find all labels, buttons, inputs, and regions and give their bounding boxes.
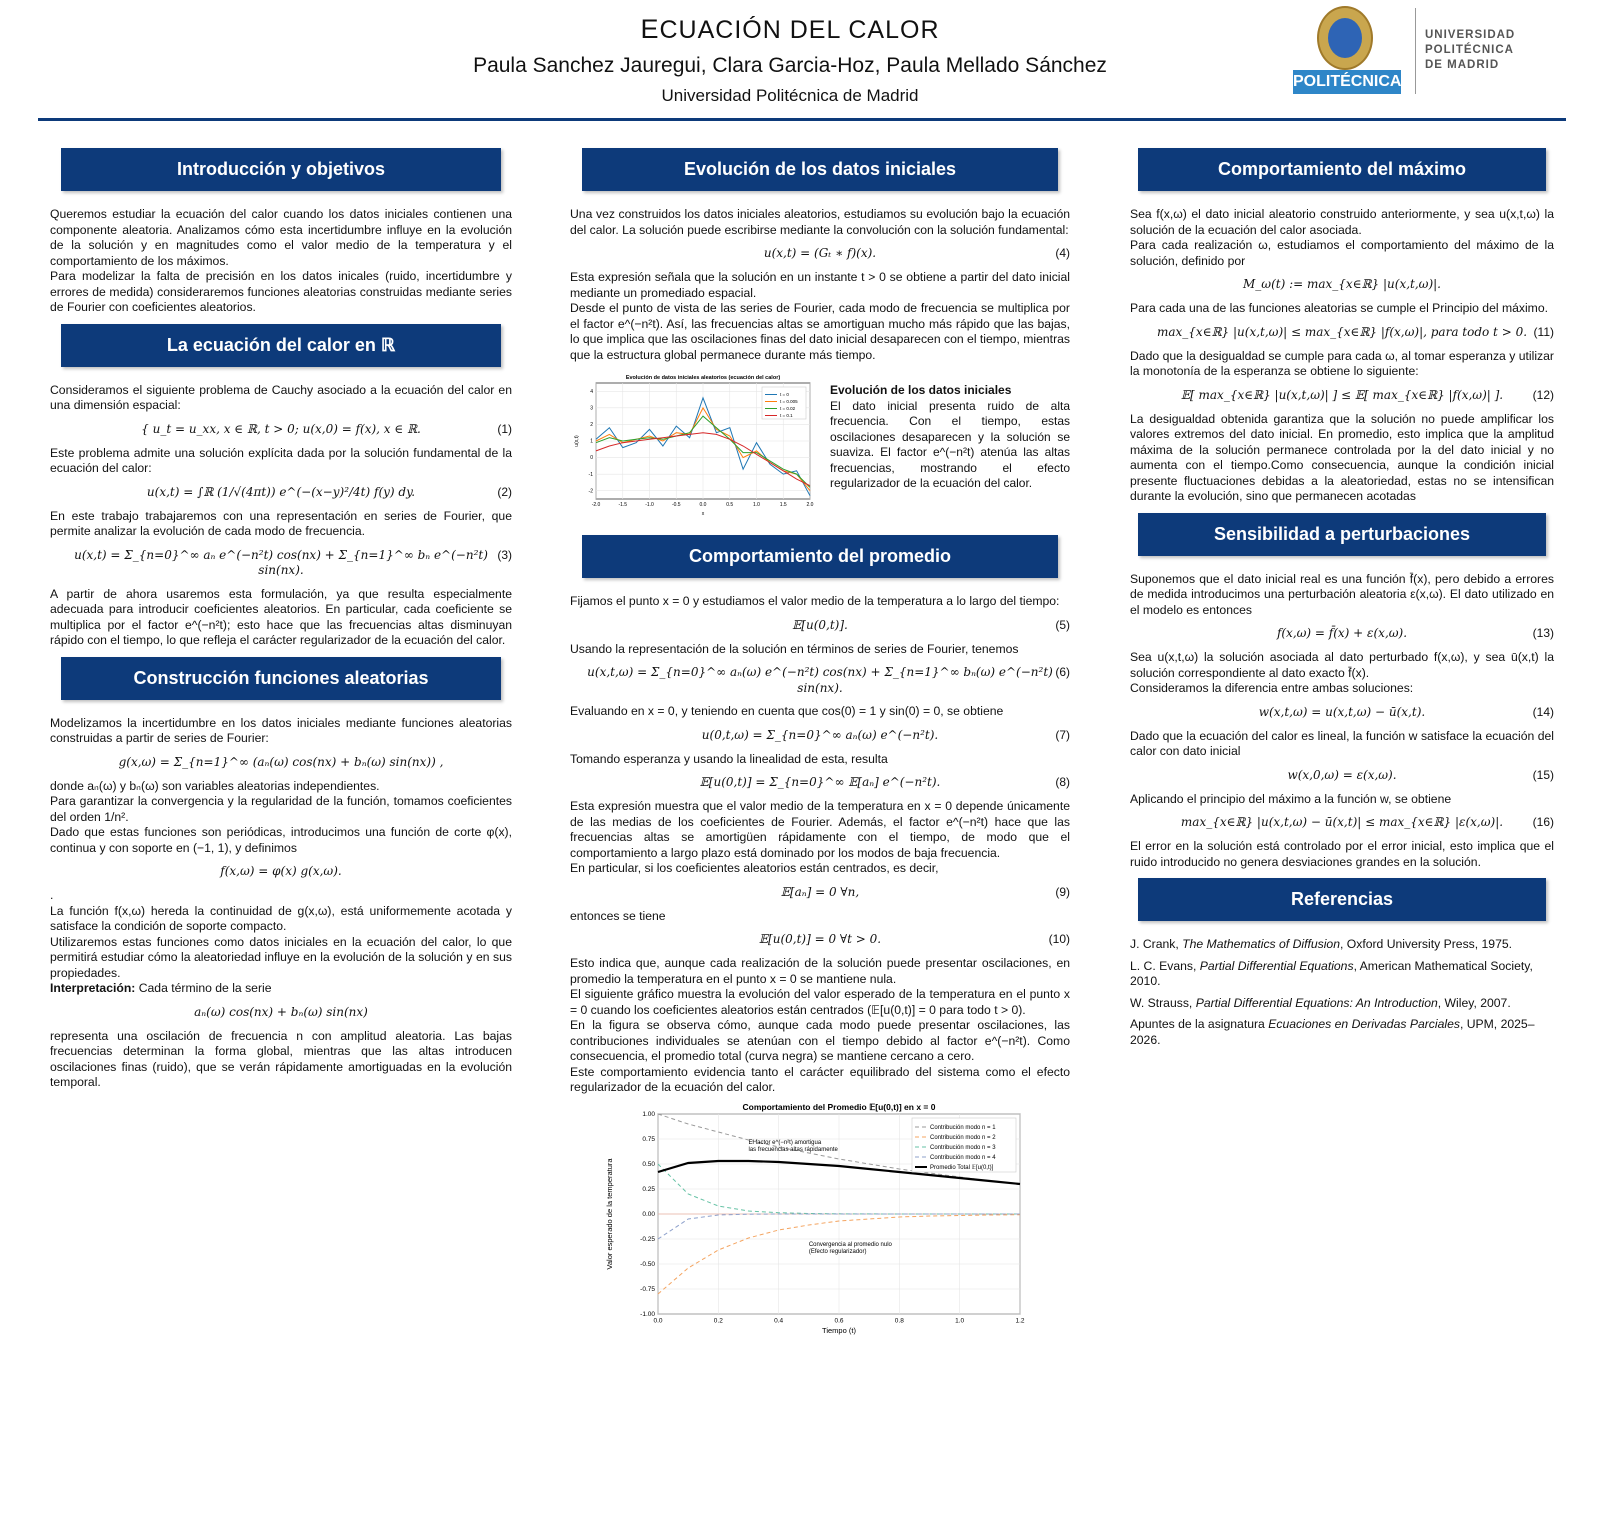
y-tick-label: 0 xyxy=(590,455,593,462)
paragraph: Para garantizar la convergencia y la regularidad de la función, tomamos coeficientes del orden 1/n². xyxy=(50,794,512,824)
paragraph: En la figura se observa cómo, aunque cada modo puede presentar oscilaciones, las contribuciones individuales se atenúan con el tiempo debido al factor e^(−n²t). Como consecuencia, el promedio total (curva negra) se mantiene cercano a cero. xyxy=(570,1018,1070,1063)
caption-text: El dato inicial presenta ruido de alta frecuencia. Con el tiempo, estas oscilaciones desaparecen y la solución se suaviza. El factor e^(−n²t) atenúa las altas frecuencias, mostrando el efecto regularizador de la ecuación del calor. xyxy=(830,398,1070,490)
interpretation-label: Interpretación: xyxy=(50,981,136,995)
paragraph: Consideramos la diferencia entre ambas soluciones: xyxy=(1130,681,1414,695)
reference-item xyxy=(1130,1017,1554,1048)
y-axis-label: u(x,t) xyxy=(574,435,580,447)
x-tick-label: -2.0 xyxy=(591,502,601,508)
x-tick-label: -0.5 xyxy=(671,502,681,508)
equation xyxy=(570,728,1070,744)
evolution-chart xyxy=(570,371,820,521)
reference-item xyxy=(1130,959,1554,990)
equation-number: (1) xyxy=(497,421,512,436)
section-maximum xyxy=(1130,207,1554,505)
equation-number: (16) xyxy=(1532,815,1554,829)
equation xyxy=(1130,626,1554,642)
paragraph: Modelizamos la incertidumbre en los datos iniciales mediante funciones aleatorias construidas a partir de series de Fourier: xyxy=(50,715,512,745)
equation-body: max_{x∈ℝ} |u(x,t,ω)| ≤ max_{x∈ℝ} |f(x,ω)|, para todo t > 0. xyxy=(1156,324,1528,339)
x-tick-label: 0.0 xyxy=(699,502,707,508)
section-header-construct: Construcción funciones aleatorias xyxy=(61,657,501,700)
legend-label: Contribución modo n = 2 xyxy=(930,1134,996,1141)
reference-publisher: , Wiley, 2007. xyxy=(1437,995,1511,1010)
x-tick-label: 0.0 xyxy=(653,1317,663,1324)
legend-label: t = 0.005 xyxy=(780,399,798,404)
equation xyxy=(570,246,1070,262)
section-header-heat: La ecuación del calor en ℝ xyxy=(61,324,501,367)
reference-publisher: , Oxford University Press, 1975. xyxy=(1339,937,1513,951)
y-axis-label: Valor esperado de la temperatura xyxy=(605,1157,614,1270)
equation-body: 𝔼[u(0,t)]. xyxy=(792,617,848,632)
equation xyxy=(570,932,1070,948)
section-header-refs: Referencias xyxy=(1138,878,1546,921)
y-tick-label: -1 xyxy=(588,471,593,478)
equation-body: u(x,t) = Σ_{n=0}^∞ aₙ e^(−n²t) cos(nx) + Σ_{n=1}^∞ bₙ e^(−n²t) sin(nx). xyxy=(74,547,488,577)
y-tick-label: 1.00 xyxy=(642,1110,655,1118)
paragraph: . xyxy=(50,888,54,902)
paragraph: Tomando esperanza y usando la linealidad de esta, resulta xyxy=(570,751,888,766)
paragraph: En este trabajo trabajaremos con una representación en series de Fourier, que permite analizar la evolución de cada modo de frecuencia. xyxy=(50,508,512,538)
paragraph: donde aₙ(ω) y bₙ(ω) son variables aleatorias independientes. xyxy=(50,778,380,793)
y-tick-label: 0.00 xyxy=(642,1210,655,1218)
legend-label: Contribución modo n = 3 xyxy=(930,1144,996,1151)
section-evolution xyxy=(570,207,1070,521)
equation xyxy=(50,422,512,438)
paragraph: La función f(x,ω) hereda la continuidad de g(x,ω), está uniformemente acotada y satisface la condición de soporte compacto. xyxy=(50,903,512,933)
equation xyxy=(1130,815,1554,831)
equation-body: 𝔼[u(0,t)] = Σ_{n=0}^∞ 𝔼[aₙ] e^(−n²t). xyxy=(699,775,941,789)
equation-number: (2) xyxy=(497,484,512,499)
section-header-intro: Introducción y objetivos xyxy=(61,148,501,191)
legend-label: t = 0.1 xyxy=(780,413,793,418)
equation-body: u(x,t,ω) = Σ_{n=0}^∞ aₙ(ω) e^(−n²t) cos(nx) + Σ_{n=1}^∞ bₙ(ω) e^(−n²t) sin(nx). xyxy=(587,665,1053,695)
equation xyxy=(50,548,512,579)
annotation-line: (Efecto regularizador) xyxy=(808,1248,867,1255)
paragraph: Aplicando el principio del máximo a la función w, se obtiene xyxy=(1130,791,1452,806)
logo-text: UNIVERSIDAD POLITÉCNICA DE MADRID xyxy=(1425,29,1516,71)
equation xyxy=(570,618,1070,634)
y-tick-label: -0.50 xyxy=(640,1260,655,1268)
equation xyxy=(570,665,1070,696)
paragraph: Sea f(x,ω) el dato inicial aleatorio construido anteriormente, y sea u(x,t,ω) la solución de la ecuación del calor asociada. xyxy=(1130,207,1554,237)
x-axis-label: x xyxy=(701,511,705,517)
annotation-line: Convergencia al promedio nulo xyxy=(808,1241,892,1248)
y-tick-label: 0.25 xyxy=(642,1185,655,1193)
column-middle xyxy=(570,148,1070,1350)
paragraph: El error en la solución está controlado por el error inicial, esto implica que el ruido introducido no genera desviaciones grandes en la solución. xyxy=(1130,839,1554,869)
paragraph: Usando la representación de la solución en términos de series de Fourier, tenemos xyxy=(570,641,1019,656)
y-tick-label: -2 xyxy=(588,488,593,495)
equation-body: 𝔼[ max_{x∈ℝ} |u(x,t,ω)| ] ≤ 𝔼[ max_{x∈ℝ} |f(x,ω)| ]. xyxy=(1180,387,1504,402)
reference-item xyxy=(1130,937,1554,953)
equation-number: (4) xyxy=(1055,246,1070,260)
paragraph: En particular, si los coeficientes aleatorios están centrados, es decir, xyxy=(570,861,939,875)
paragraph: Este comportamiento evidencia tanto el carácter equilibrado del sistema como el efecto regularizador de la ecuación del calor. xyxy=(570,1064,1070,1094)
logo-badge: POLITÉCNICA xyxy=(1293,70,1401,94)
reference-author: Apuntes de la asignatura xyxy=(1130,1017,1269,1031)
equation: g(x,ω) = Σ_{n=1}^∞ (aₙ(ω) cos(nx) + bₙ(ω) sin(nx)) , xyxy=(118,754,444,769)
reference-title: The Mathematics of Diffusion xyxy=(1182,937,1340,951)
title-initial: E xyxy=(640,14,660,44)
column-left xyxy=(50,148,512,1091)
paragraph: Sea u(x,t,ω) la solución asociada al dato perturbado f(x,ω), y sea ū(x,t) la solución correspondiente al dato exacto f̄(x). xyxy=(1130,650,1554,680)
equation-number: (5) xyxy=(1055,617,1070,632)
paragraph: Esta expresión muestra que el valor medio de la temperatura en x = 0 depende únicamente de las medias de los coeficientes de Fourier. Además, el factor e^(−n²t) hace que las frecuencias altas se amortigüen rápidamente con el tiempo, de modo que el comportamiento a largo plazo está dominado por los modos de baja frecuencia. xyxy=(570,799,1070,860)
logo-divider xyxy=(1415,8,1416,94)
equation-body: 𝔼[aₙ] = 0 ∀n, xyxy=(780,884,860,899)
section-heat xyxy=(50,383,512,649)
y-tick-label: -1.00 xyxy=(640,1310,655,1318)
legend-label: t = 0.02 xyxy=(780,406,796,411)
equation-number: (9) xyxy=(1055,884,1070,899)
paragraph: Utilizaremos estas funciones como datos iniciales en la ecuación del calor, lo que permitirá estudiar cómo la aleatoriedad influye en la evolución de la solución y en sus propiedades. xyxy=(50,934,512,980)
title-rest: CUACIÓN DEL CALOR xyxy=(659,16,940,44)
equation-number: (8) xyxy=(1055,775,1070,789)
equation-body: u(x,t) = (Gₜ ∗ f)(x). xyxy=(763,246,877,260)
x-tick-label: 0.4 xyxy=(774,1317,784,1324)
equation-number: (12) xyxy=(1532,387,1554,402)
equation-number: (6) xyxy=(1055,665,1070,679)
section-construct xyxy=(50,716,512,1091)
equation: aₙ(ω) cos(nx) + bₙ(ω) sin(nx) xyxy=(194,1004,368,1019)
equation-body: w(x,t,ω) = u(x,t,ω) − ū(x,t). xyxy=(1258,704,1426,719)
y-tick-label: 1 xyxy=(590,438,593,445)
reference-title: Partial Differential Equations: An Introduction xyxy=(1195,995,1438,1010)
upm-logo xyxy=(1293,6,1516,96)
equation-body: u(0,t,ω) = Σ_{n=0}^∞ aₙ(ω) e^(−n²t). xyxy=(701,727,939,742)
annotation-line: El factor e^(−n²t) amortigua xyxy=(748,1139,822,1146)
equation: f(x,ω) = φ(x) g(x,ω). xyxy=(220,864,342,878)
y-tick-label: -0.25 xyxy=(640,1235,655,1243)
x-tick-label: 2.0 xyxy=(806,502,814,508)
header-rule xyxy=(38,118,1566,121)
paragraph: Para cada realización ω, estudiamos el comportamiento del máximo de la solución, definido por xyxy=(1130,238,1554,268)
section-header-sensitivity: Sensibilidad a perturbaciones xyxy=(1138,513,1546,556)
equation-body: u(x,t) = ∫ℝ (1/√(4πt)) e^(−(x−y)²/4t) f(y) dy. xyxy=(146,484,416,499)
figure-caption xyxy=(830,383,1070,521)
paragraph: Suponemos que el dato inicial real es una función f̄(x), pero debido a errores de medida introducimos una perturbación aleatoria ε(x,ω). El dato utilizado en el modelo es entonces xyxy=(1130,571,1554,617)
paragraph: Dado que la ecuación del calor es lineal, la función w satisface la ecuación del calor con dato inicial xyxy=(1130,728,1554,758)
column-right xyxy=(1130,148,1554,1054)
reference-title: Ecuaciones en Derivadas Parciales xyxy=(1268,1017,1460,1031)
section-average xyxy=(570,594,1070,1350)
paragraph: representa una oscilación de frecuencia n con amplitud aleatoria. Las bajas frecuencias determinan la forma global, mientras que las altas introducen oscilaciones finas (ruido), que se verán rápidamente amortiguadas en la evolución temporal. xyxy=(50,1028,512,1089)
y-tick-label: 2 xyxy=(590,422,593,429)
y-tick-label: 0.75 xyxy=(642,1135,655,1143)
x-tick-label: 1.2 xyxy=(1015,1317,1025,1324)
paragraph xyxy=(50,981,512,997)
paragraph: Esto indica que, aunque cada realización de la solución puede presentar oscilaciones, en promedio la temperatura en el punto x = 0 se mantiene nula. xyxy=(570,956,1070,986)
paragraph: Fijamos el punto x = 0 y estudiamos el valor medio de la temperatura a lo largo del tiempo: xyxy=(570,594,1060,608)
figure-row xyxy=(570,371,1070,521)
equation-number: (10) xyxy=(1048,932,1070,946)
x-tick-label: -1.5 xyxy=(618,502,628,508)
paragraph: Evaluando en x = 0, y teniendo en cuenta que cos(0) = 1 y sin(0) = 0, se obtiene xyxy=(570,704,1004,718)
equation xyxy=(1130,325,1554,341)
section-header-average: Comportamiento del promedio xyxy=(582,535,1058,578)
x-tick-label: 0.6 xyxy=(834,1317,844,1324)
equation xyxy=(1130,388,1554,404)
x-tick-label: 1.0 xyxy=(753,502,760,508)
equation-body: w(x,0,ω) = ε(x,ω). xyxy=(1287,767,1397,782)
x-tick-label: 0.8 xyxy=(894,1317,904,1324)
paragraph: Una vez construidos los datos iniciales aleatorios, estudiamos su evolución bajo la ecuación del calor. La solución puede escribirse mediante la convolución con la solución fundamental: xyxy=(570,207,1070,237)
equation xyxy=(570,775,1070,791)
caption-title: Evolución de los datos iniciales xyxy=(830,383,1012,397)
paragraph: Para cada una de las funciones aleatorias se cumple el Principio del máximo. xyxy=(1130,301,1548,315)
paragraph: Para modelizar la falta de precisión en los datos inicales (ruido, incertidumbre y errores de medida) consideraremos funciones aleatorias construidas mediante series de Fourier con coeficientes aleatorios. xyxy=(50,269,512,314)
equation xyxy=(50,485,512,501)
reference-item xyxy=(1130,996,1554,1012)
poster-title xyxy=(470,14,1110,45)
references-list xyxy=(1130,937,1554,1048)
section-sensitivity xyxy=(1130,572,1554,871)
authors: Paula Sanchez Jauregui, Clara Garcia-Hoz, Paula Mellado Sánchez xyxy=(473,54,1107,77)
legend-label: Promedio Total 𝔼[u(0,t)] xyxy=(930,1164,994,1171)
x-tick-label: 1.0 xyxy=(955,1317,965,1324)
seal-icon xyxy=(1317,6,1373,70)
paragraph: Consideramos el siguiente problema de Cauchy asociado a la ecuación del calor en una dimensión espacial: xyxy=(50,382,512,412)
equation: M_ω(t) := max_{x∈ℝ} |u(x,t,ω)|. xyxy=(1243,277,1441,291)
x-tick-label: 1.5 xyxy=(779,502,787,508)
paragraph: Dado que estas funciones son periódicas, introducimos una función de corte φ(x), continua y con soporte en (−1, 1), y definimos xyxy=(50,825,512,855)
equation-body: f(x,ω) = f̄(x) + ε(x,ω). xyxy=(1276,626,1408,640)
legend-label: Contribución modo n = 1 xyxy=(930,1124,996,1131)
chart-title: Comportamiento del Promedio 𝔼[u(0,t)] en x = 0 xyxy=(742,1101,936,1112)
reference-author: W. Strauss, xyxy=(1130,995,1196,1010)
reference-author: J. Crank, xyxy=(1130,937,1183,951)
x-tick-label: 0.5 xyxy=(726,502,734,508)
y-tick-label: 0.50 xyxy=(642,1160,655,1168)
paragraph: entonces se tiene xyxy=(570,908,666,923)
x-tick-label: -1.0 xyxy=(645,502,654,508)
paragraph: Este problema admite una solución explícita dada por la solución fundamental de la ecuación del calor: xyxy=(50,445,512,475)
paragraph: Desde el punto de vista de las series de Fourier, cada modo de frecuencia se multiplica por el factor e^(−n²t). Así, las frecuencias altas se amortiguan mucho más rápido que las bajas, lo que implica que las oscilaciones finas del dato inicial desaparecen con el tiempo, mientras que la estructura global permanece durante más tiempo. xyxy=(570,301,1070,362)
equation-number: (3) xyxy=(497,547,512,562)
paragraph: Dado que la desigualdad se cumple para cada ω, al tomar esperanza y utilizar la monotonía de la esperanza se obtiene lo siguiente: xyxy=(1130,348,1554,378)
interpretation-text: Cada término de la serie xyxy=(138,981,272,995)
equation-body: { u_t = u_xx, x ∈ ℝ, t > 0; u(x,0) = f(x), x ∈ ℝ. xyxy=(141,421,421,436)
chart-title: Evolución de datos iniciales aleatorios (ecuación del calor) xyxy=(625,375,781,381)
y-tick-label: -0.75 xyxy=(640,1285,655,1293)
paragraph: Queremos estudiar la ecuación del calor cuando los datos iniciales contienen una componente aleatoria. Analizamos cómo esta incertidumbre influye en la evolución de la solución y en magnitudes como el valor medio de la temperatura y el comportamiento de los máximos. xyxy=(50,207,512,268)
reference-author: L. C. Evans, xyxy=(1130,958,1200,973)
paragraph: El siguiente gráfico muestra la evolución del valor esperado de la temperatura en el punto x = 0 cuando los coeficientes aleatorios están centrados (𝔼[u(0,t)] = 0 para todo t > 0). xyxy=(570,987,1070,1017)
paragraph: La desigualdad obtenida garantiza que la solución no puede amplificar los valores extremos del dato inicial. En promedio, esto implica que la amplitud máxima de la solución permanece controlada por la del dato inicial y no aumenta con el tiempo.Como consecuencia, aunque la condición inicial presente fluctuaciones debidas a la aleatoriedad, estas no se intensifican durante la evolución, sino que permanecen acotadas xyxy=(1130,411,1554,503)
equation xyxy=(1130,768,1554,784)
x-axis-label: Tiempo (t) xyxy=(822,1325,856,1335)
equation-body: max_{x∈ℝ} |u(x,t,ω) − ū(x,t)| ≤ max_{x∈ℝ} |ε(x,ω)|. xyxy=(1180,815,1504,829)
poster-header xyxy=(0,0,1600,120)
reference-title: Partial Differential Equations xyxy=(1199,958,1354,973)
equation-body: 𝔼[u(0,t)] = 0 ∀t > 0. xyxy=(758,932,882,946)
average-chart xyxy=(600,1100,1030,1350)
section-header-maximum: Comportamiento del máximo xyxy=(1138,148,1546,191)
reference-publisher: , UPM, 2025–2026. xyxy=(1130,1017,1535,1047)
x-tick-label: 0.2 xyxy=(713,1317,723,1324)
legend-label: t = 0 xyxy=(780,392,789,397)
equation-number: (13) xyxy=(1532,626,1554,640)
equation-number: (15) xyxy=(1532,767,1554,782)
affiliation: Universidad Politécnica de Madrid xyxy=(661,86,919,105)
paragraph: A partir de ahora usaremos esta formulación, ya que resulta especialmente adecuada para introducir coeficientes aleatorios. En particular, cada coeficiente se multiplica por el factor e^(−n²t); esto hace que las frecuencias altas disminuyan rápido con el tiempo, lo que refleja el carácter regularizador de la ecuación del calor. xyxy=(50,586,512,647)
legend-label: Contribución modo n = 4 xyxy=(930,1154,996,1161)
y-tick-label: 4 xyxy=(590,388,593,395)
equation-number: (11) xyxy=(1533,324,1554,339)
equation xyxy=(1130,705,1554,721)
equation-number: (7) xyxy=(1055,727,1070,742)
reference-publisher: , American Mathematical Society, 2010. xyxy=(1130,958,1533,988)
section-header-evolution: Evolución de los datos iniciales xyxy=(582,148,1058,191)
y-tick-label: 3 xyxy=(590,405,593,412)
section-intro xyxy=(50,207,512,316)
paragraph: Esta expresión señala que la solución en un instante t > 0 se obtiene a partir del dato inicial mediante un promediado espacial. xyxy=(570,270,1070,300)
annotation-line: las frecuencias altas rápidamente xyxy=(748,1146,838,1153)
equation xyxy=(570,885,1070,901)
equation-number: (14) xyxy=(1532,704,1554,719)
